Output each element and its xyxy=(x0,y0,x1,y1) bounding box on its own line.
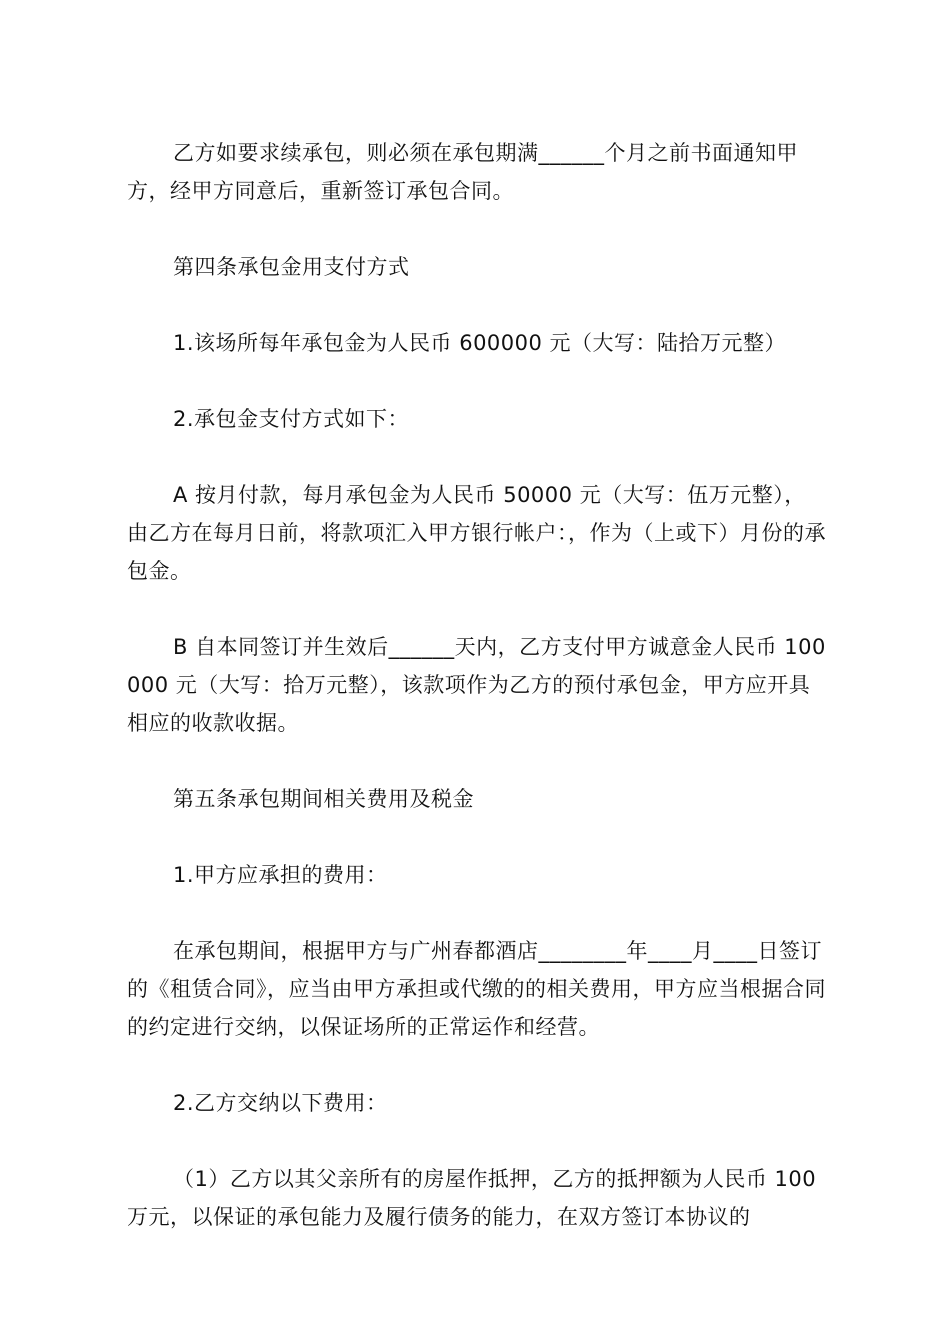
article-4-heading: 第四条承包金用支付方式 xyxy=(173,255,410,279)
paragraph-deposit: B 自本同签订并生效后______天内，乙方支付甲方诚意金人民币 100000 元（大写：拾万元整），该款项作为乙方的预付承包金，甲方应开具相应的收款收据。 xyxy=(127,635,826,735)
paragraph-party-b-fees: 2.乙方交纳以下费用： xyxy=(173,1091,388,1115)
paragraph-monthly-payment: A 按月付款，每月承包金为人民币 50000 元（大写：伍万元整），由乙方在每月日前，将款项汇入甲方银行帐户：，作为（上或下）月份的承包金。 xyxy=(127,483,826,583)
paragraph-payment-method: 2.承包金支付方式如下： xyxy=(173,407,410,431)
paragraph-renewal-notice: 乙方如要求续承包，则必须在承包期满______个月之前书面通知甲方，经甲方同意后，重新签订承包合同。 xyxy=(127,141,798,203)
paragraph-lease-contract: 在承包期间，根据甲方与广州春都酒店________年____月____日签订的《租赁合同》，应当由甲方承担或代缴的的相关费用，甲方应当根据合同的约定进行交纳，以保证场所的正常运作和经营。 xyxy=(127,939,826,1039)
paragraph-annual-fee: 1.该场所每年承包金为人民币 600000 元（大写：陆拾万元整） xyxy=(173,331,787,355)
article-5-heading: 第五条承包期间相关费用及税金 xyxy=(173,787,474,811)
paragraph-mortgage: （1）乙方以其父亲所有的房屋作抵押，乙方的抵押额为人民币 100 万元，以保证的承包能力及履行债务的能力，在双方签订本协议的 xyxy=(127,1167,824,1229)
paragraph-party-a-fees: 1.甲方应承担的费用： xyxy=(173,863,388,887)
